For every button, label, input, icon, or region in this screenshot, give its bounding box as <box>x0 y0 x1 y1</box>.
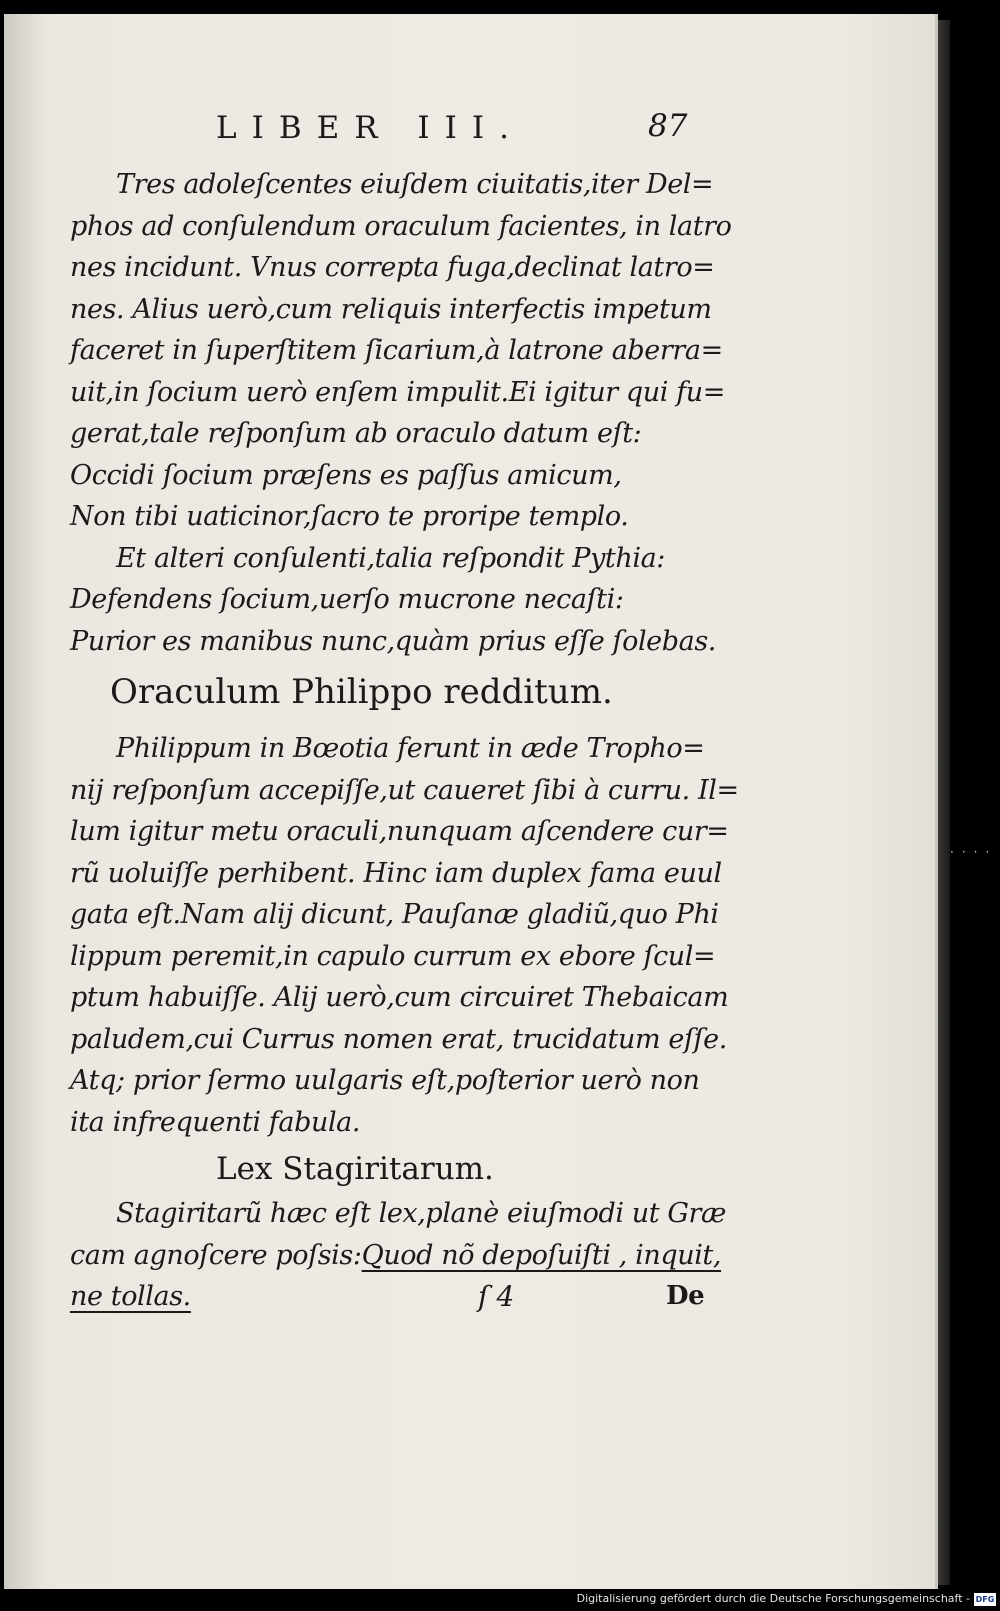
text-block <box>70 108 739 1320</box>
text-line: Philippum in Bœotia ferunt in æde Tropho= <box>116 733 705 764</box>
text-line: phos ad conſulendum oraculum facientes, in latro <box>70 210 732 242</box>
edge-dots: ···· <box>950 845 998 859</box>
section-heading: Oraculum Philippo redditum. <box>110 672 613 712</box>
text-line: ita infrequenti fabula. <box>70 1106 361 1138</box>
text-line: Stagiritarũ hæc eſt lex,planè eiuſmodi ut Græ <box>116 1198 727 1229</box>
text-line: nes incidunt. Vnus correpta fuga,declinat latro= <box>70 252 715 283</box>
text-line <box>70 1235 722 1277</box>
credit-text: Digitalisierung gefördert durch die Deutsche Forschungsgemeinschaft - <box>576 1592 970 1605</box>
running-head: LIBER III. <box>216 110 525 146</box>
paragraph-2 <box>70 538 716 663</box>
text-line: nes. Alius uerò,cum reliquis interfectis impetum <box>70 293 712 325</box>
text-fragment: cam agnoſcere poſsis: <box>70 1239 362 1271</box>
verse-line: Non tibi uaticinor,ſacro te proripe templo. <box>70 501 629 532</box>
text-line: nij reſponſum accepiſſe,ut caueret ſibi à curru. Il= <box>70 774 739 806</box>
text-line: gata eſt.Nam alij dicunt, Pauſanæ gladiũ,quo Phi <box>70 899 719 930</box>
text-line: paludem,cui Currus nomen erat, trucidatum eſſe. <box>70 1023 727 1055</box>
page-number: 87 <box>648 108 688 144</box>
signature-mark: ſ 4 <box>478 1280 514 1313</box>
text-line: ptum habuiſſe. Alij uerò,cum circuiret Thebaicam <box>70 982 729 1013</box>
page-header <box>70 108 710 164</box>
text-line: lippum peremit,in capulo currum ex ebore ſcul= <box>70 940 716 972</box>
underlined-text: ne tollas. <box>70 1281 191 1312</box>
text-line: faceret in ſuperſtitem ſicarium,à latrone aberra= <box>70 335 723 366</box>
text-line: gerat,tale reſponſum ab oraculo datum eſt: <box>70 418 642 449</box>
paragraph-3 <box>70 728 739 1143</box>
dfg-logo: DFG <box>975 1595 995 1604</box>
verse-line: Defendens ſocium,uerſo mucrone necaſti: <box>70 584 624 615</box>
text-line: lum igitur metu oraculi,nunquam aſcendere cur= <box>70 816 729 847</box>
gutter-shadow <box>4 14 44 1589</box>
credit-bar <box>0 1589 1000 1611</box>
verse-line: Occidi ſocium præſens es paſſus amicum, <box>70 459 622 491</box>
last-line-row <box>70 1276 710 1320</box>
text-line: rũ uoluiſſe perhibent. Hinc iam duplex fama euul <box>70 857 722 889</box>
text-line: Tres adoleſcentes eiuſdem ciuitatis,iter Del= <box>116 169 714 200</box>
text-line: uit,in ſocium uerò enſem impulit.Ei igitur qui fu= <box>70 376 726 408</box>
catchword: De <box>666 1281 705 1311</box>
paragraph-4 <box>70 1193 727 1320</box>
section-heading: Lex Stagiritarum. <box>216 1151 494 1187</box>
underlined-text: Quod nõ depoſuiſti , inquit, <box>361 1239 722 1271</box>
paragraph-1 <box>70 164 732 538</box>
text-line: Atq; prior ſermo uulgaris eſt,poſterior uerò non <box>70 1065 700 1096</box>
text-line: Et alteri conſulenti,talia reſpondit Pythia: <box>116 542 665 574</box>
page-edge <box>938 20 950 1585</box>
verse-line: Purior es manibus nunc,quàm prius eſſe ſolebas. <box>70 625 716 657</box>
